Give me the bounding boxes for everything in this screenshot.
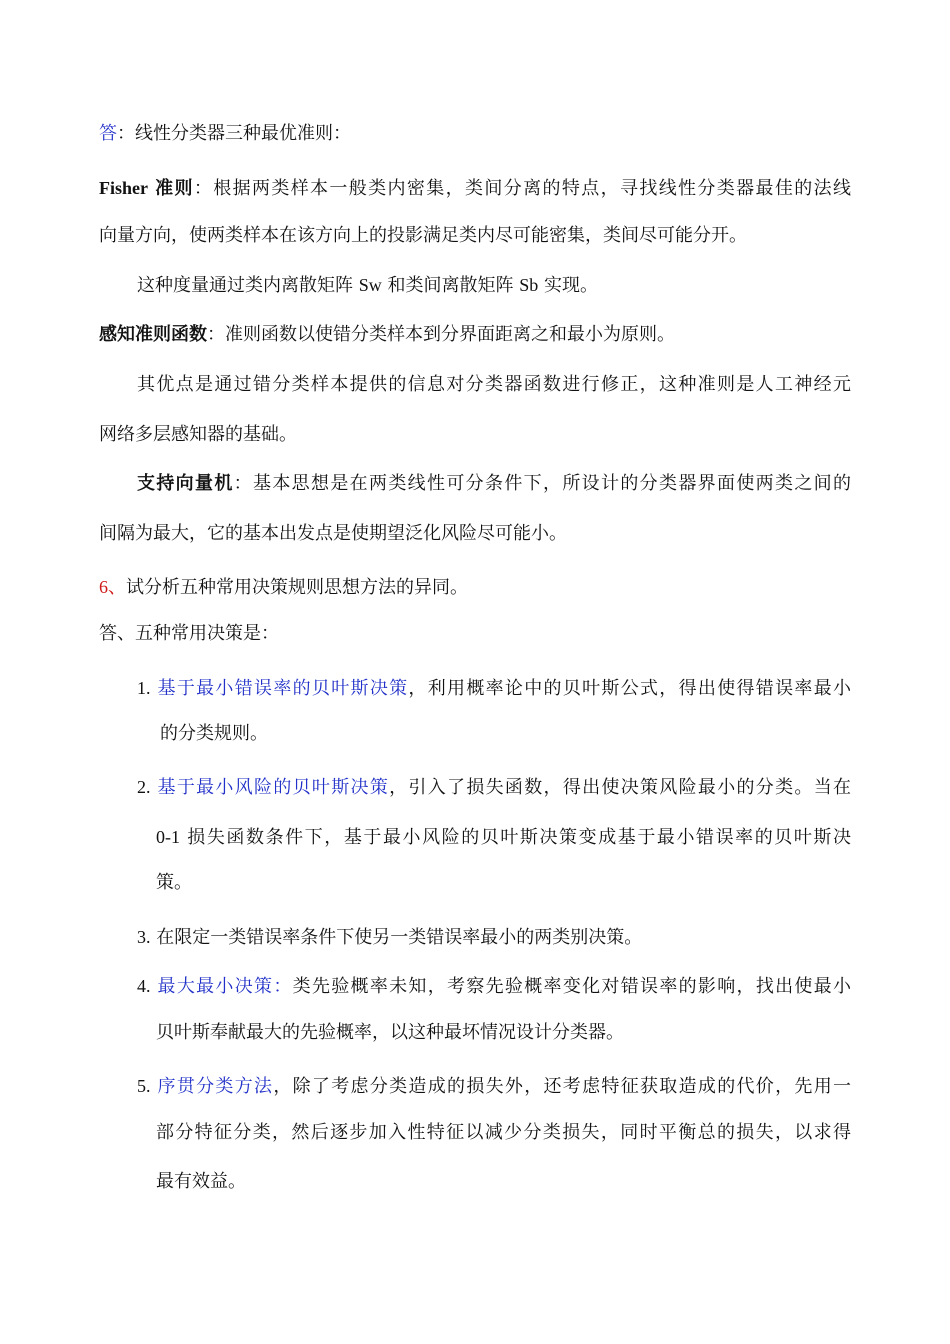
list-item-1-number: 1.	[137, 678, 151, 698]
fisher-sb: Sb	[519, 275, 539, 295]
list-item-2-line-2	[156, 825, 851, 849]
list-item-5-line-2	[156, 1121, 851, 1145]
answer-intro-line	[99, 122, 351, 146]
svm-text-2: 间隔为最大，它的基本出发点是使期望泛化风险尽可能小。	[99, 523, 567, 544]
list-item-1-line-2	[160, 722, 268, 746]
fisher-line-2	[99, 224, 747, 248]
svm-line-2	[99, 522, 567, 546]
fisher-sw: Sw	[358, 275, 382, 295]
list-item-3-number: 3.	[137, 927, 151, 947]
answer-intro-text: 线性分类器三种最优准则：	[135, 123, 351, 144]
list-item-5-text-2: 部分特征分类，然后逐步加入性特征以减少分类损失，同时平衡总的损失，以求得	[156, 1122, 851, 1143]
list-item-3-text-1: 在限定一类错误率条件下使另一类错误率最小的两类别决策。	[156, 927, 643, 948]
fisher-sub-c: 实现。	[543, 275, 598, 296]
list-item-4-line-1	[137, 974, 851, 998]
list-item-5-number: 5.	[137, 1076, 151, 1096]
question-6-number: 6、	[99, 577, 126, 597]
svm-separator: ：	[233, 473, 254, 494]
list-item-3-line-1	[137, 925, 642, 949]
perceptron-sub-1: 其优点是通过错分类样本提供的信息对分类器函数进行修正，这种准则是人工神经元	[137, 374, 851, 395]
list-item-1-text-1: ，利用概率论中的贝叶斯公式，得出使得错误率最小	[408, 678, 851, 699]
fisher-sub-a: 这种度量通过类内离散矩阵	[137, 275, 353, 296]
perceptron-term: 感知准则函数	[99, 324, 207, 345]
perceptron-separator: ：	[207, 324, 225, 345]
list-item-2-text-3: 策。	[156, 872, 192, 893]
list-item-5-term: 序贯分类方法	[157, 1076, 274, 1097]
list-item-1-line-1	[137, 676, 851, 700]
list-item-2-prefix: 0-1	[156, 827, 180, 847]
svm-line-1	[137, 472, 851, 496]
list-item-5-text-3: 最有效益。	[156, 1171, 246, 1192]
perceptron-sub-line-2	[99, 423, 297, 447]
fisher-text-2: 向量方向，使两类样本在该方向上的投影满足类内尽可能密集，类间尽可能分开。	[99, 225, 747, 246]
list-item-1-term: 基于最小错误率的贝叶斯决策	[157, 678, 409, 699]
list-item-1-text-2: 的分类规则。	[160, 723, 268, 744]
answer-6-line	[99, 622, 279, 646]
list-item-2-term: 基于最小风险的贝叶斯决策	[157, 777, 390, 798]
perceptron-line	[99, 323, 675, 347]
list-item-4-text-2: 贝叶斯奉献最大的先验概率，以这种最坏情况设计分类器。	[156, 1022, 624, 1043]
list-item-5-line-1	[137, 1074, 851, 1098]
perceptron-text: 准则函数以使错分类样本到分界面距离之和最小为原则。	[225, 324, 675, 345]
list-item-5-line-3	[156, 1170, 246, 1194]
fisher-term-latin: Fisher	[99, 178, 148, 198]
question-6-text: 试分析五种常用决策规则思想方法的异同。	[126, 577, 468, 598]
list-item-2-text-2: 损失函数条件下，基于最小风险的贝叶斯决策变成基于最小错误率的贝叶斯决	[187, 827, 851, 848]
list-item-2-number: 2.	[137, 777, 151, 797]
list-item-2-line-1	[137, 775, 851, 799]
list-item-2-text-1: ，引入了损失函数，得出使决策风险最小的分类。当在	[389, 777, 852, 798]
fisher-line-1	[99, 176, 851, 200]
svm-term: 支持向量机	[137, 473, 234, 494]
answer-separator: ：	[117, 123, 135, 144]
fisher-sub-b: 和类间离散矩阵	[387, 275, 514, 296]
list-item-4-line-2	[156, 1021, 624, 1045]
list-item-4-number: 4.	[137, 976, 151, 996]
fisher-term-cn: 准则	[155, 178, 194, 199]
fisher-sub-line	[137, 273, 598, 297]
list-item-4-separator: ：	[273, 976, 293, 997]
question-6-line	[99, 575, 468, 599]
svm-text-1: 基本思想是在两类线性可分条件下，所设计的分类器界面使两类之间的	[253, 473, 852, 494]
answer-6-text: 答、五种常用决策是：	[99, 623, 279, 644]
perceptron-sub-2: 网络多层感知器的基础。	[99, 424, 297, 445]
fisher-separator: ：	[193, 178, 214, 199]
perceptron-sub-line-1	[137, 373, 851, 397]
answer-marker: 答	[99, 123, 117, 144]
list-item-5-text-1: ，除了考虑分类造成的损失外，还考虑特征获取造成的代价，先用一	[273, 1076, 851, 1097]
list-item-4-text-1: 类先验概率未知，考察先验概率变化对错误率的影响，找出使最小	[292, 976, 852, 997]
list-item-2-line-3	[156, 871, 192, 895]
fisher-text-1: 根据两类样本一般类内密集，类间分离的特点，寻找线性分类器最佳的法线	[213, 178, 852, 199]
list-item-4-term: 最大最小决策	[157, 976, 274, 997]
